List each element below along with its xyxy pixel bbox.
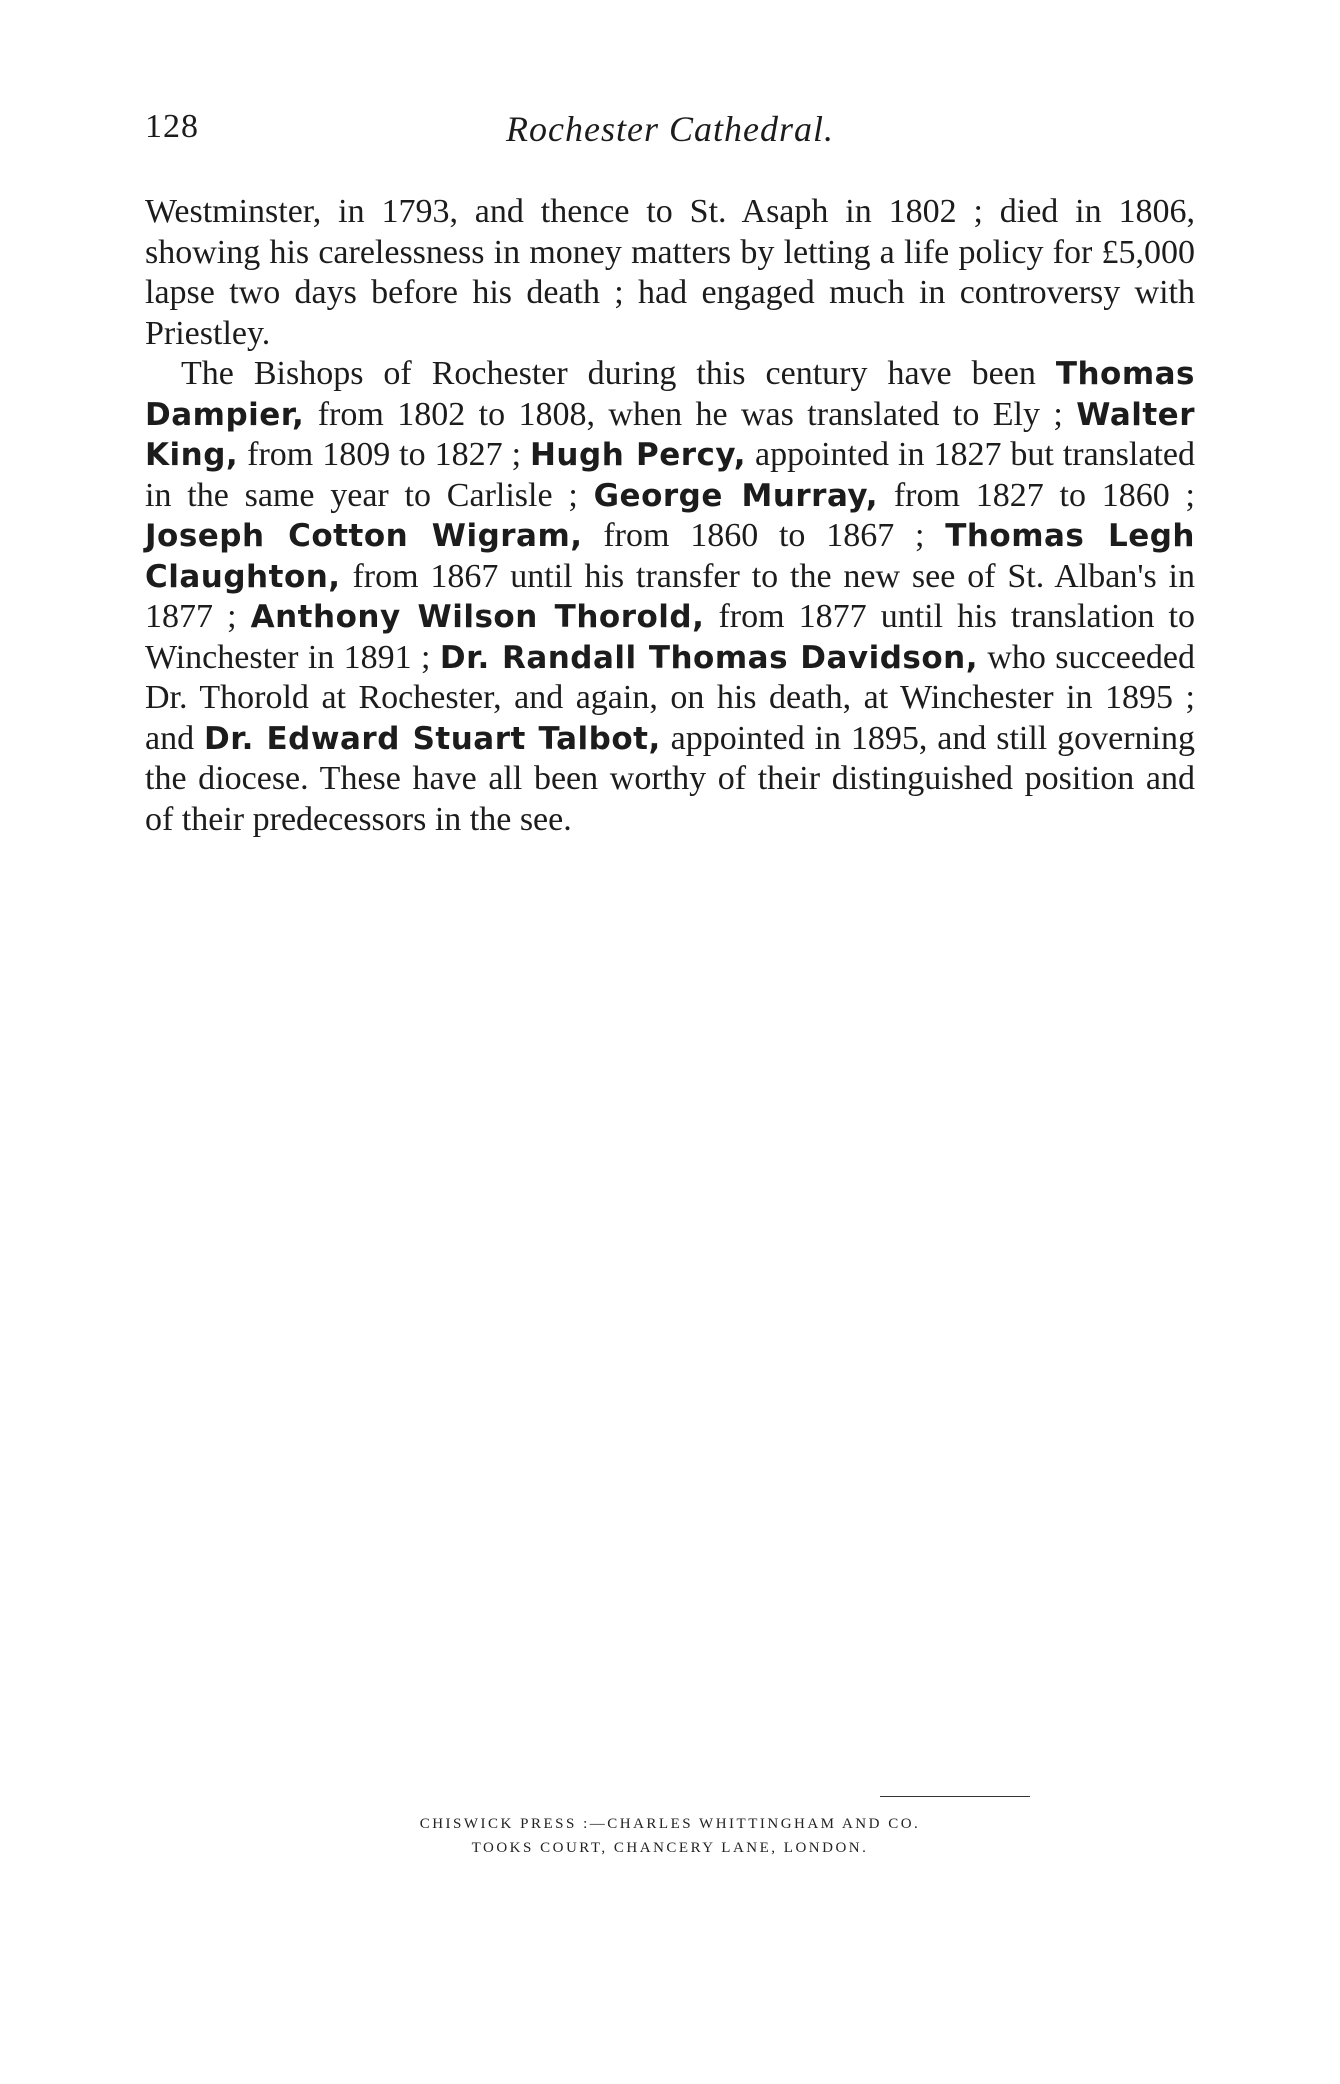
text-run: from 1802 to 1808, when he was translated to Ely ; (304, 395, 1077, 433)
bishop-name: Walter King, (145, 396, 1195, 473)
text-run: appointed in 1827 but translated in the same year to Carlisle ; (145, 436, 1195, 514)
printer-imprint (290, 1812, 1050, 1860)
bishop-name: Thomas Dampier, (145, 356, 1195, 433)
bishop-name: George Murray, (593, 477, 879, 514)
bishop-name: Dr. Edward Stuart Talbot, (203, 720, 661, 757)
text-run: appointed in 1895, and still governing the diocese. These have all been worthy of their distinguished position and of their predecessors in the see. (145, 719, 1195, 838)
text-run: who succeeded Dr. Thorold at Rochester, and again, on his death, at Winchester in 1895 ; and (145, 638, 1195, 757)
bishop-name: Thomas Legh Claughton, (145, 518, 1195, 595)
page-number: 128 (145, 108, 199, 145)
text-run: from 1809 to 1827 ; (238, 436, 530, 473)
running-title: Rochester Cathedral. (506, 109, 834, 149)
text-run: from 1827 to 1860 ; (878, 476, 1196, 514)
bishop-name: Dr. Randall Thomas Davidson, (439, 639, 978, 676)
imprint-rule (880, 1796, 1030, 1797)
bishop-name: Hugh Percy, (529, 437, 747, 473)
text-run: from 1867 until his transfer to the new see of St. Alban's in 1877 ; (145, 557, 1195, 635)
bishop-name: Joseph Cotton Wigram, (145, 518, 583, 554)
text-run: The Bishops of Rochester during this century have been (181, 355, 1056, 392)
paragraph-bishops (145, 354, 1195, 840)
imprint-line: CHISWICK PRESS :—CHARLES WHITTINGHAM AND CO. (419, 1816, 921, 1832)
text-run: from 1877 until his translation to Winchester in 1891 ; (145, 598, 1195, 676)
bishop-name: Anthony Wilson Thorold, (250, 599, 705, 635)
text-run: from 1860 to 1867 ; (582, 517, 946, 554)
body-text (145, 192, 1195, 840)
paragraph-continuation: Westminster, in 1793, and thence to St. Asaph in 1802 ; died in 1806, showing his carelessness in money matters by letting a life policy for £5,000 lapse two days before his death ; had engaged much in controversy with Priestley. (145, 193, 1195, 352)
imprint-line: TOOKS COURT, CHANCERY LANE, LONDON. (471, 1840, 869, 1856)
page-header (145, 108, 1195, 158)
